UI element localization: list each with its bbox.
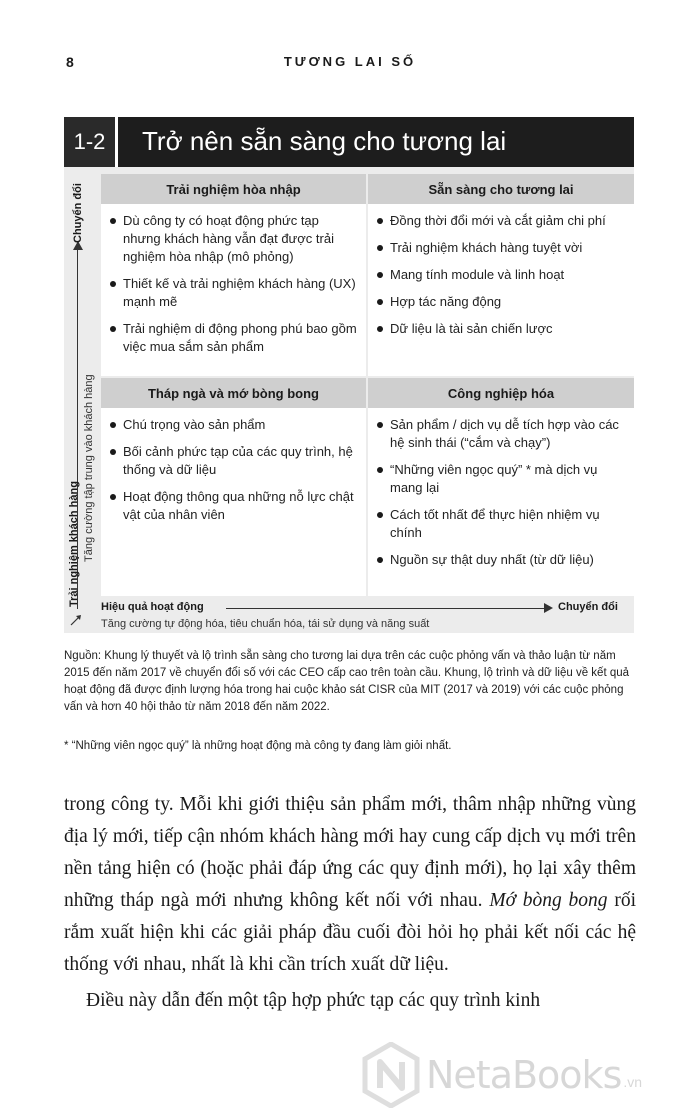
list-item: Hoạt động thông qua những nỗ lực chật vật của nhân viên bbox=[109, 488, 358, 524]
quadrant-bottom-right bbox=[368, 378, 634, 596]
quadrant-list bbox=[101, 408, 366, 524]
netabooks-logo-icon bbox=[362, 1042, 420, 1108]
list-item: Nguồn sự thật duy nhất (từ dữ liệu) bbox=[376, 551, 626, 569]
quadrant-top-left bbox=[101, 174, 366, 376]
list-item: Mang tính module và linh hoạt bbox=[376, 266, 626, 284]
figure-header bbox=[64, 117, 634, 167]
vertical-axis-subtitle: Tăng cường tập trung vào khách hàng bbox=[83, 374, 95, 562]
vertical-axis-label-top: Chuyển đổi bbox=[72, 183, 84, 243]
watermark-brand: NetaBooks bbox=[426, 1053, 622, 1097]
list-item: Trải nghiệm di động phong phú bao gồm việc mua sắm sản phẩm bbox=[109, 320, 358, 356]
figure-number: 1-2 bbox=[64, 117, 118, 167]
list-item: Hợp tác năng động bbox=[376, 293, 626, 311]
quadrant-bottom-left bbox=[101, 378, 366, 596]
horizontal-axis-label-right: Chuyển đổi bbox=[558, 601, 618, 613]
list-item: Cách tốt nhất để thực hiện nhiệm vụ chính bbox=[376, 506, 626, 542]
body-paragraph bbox=[64, 789, 636, 981]
paragraph-text: trong công ty. Mỗi khi giới thiệu sản phẩm mới, thâm nhập những vùng địa lý mới, tiếp cận nhóm khách hàng mới hay cung cấp dịch vụ mới trên nền tảng hiện có (hoặc phải đáp ứng các quy định mới), họ lại xây thêm những tháp ngà mới nhưng không kết nối với nhau. bbox=[64, 794, 636, 911]
corner-arrow-icon bbox=[69, 613, 83, 627]
watermark bbox=[362, 1040, 692, 1110]
quadrant-top-right bbox=[368, 174, 634, 376]
horizontal-axis-line bbox=[226, 608, 546, 609]
book-title: TƯƠNG LAI SỐ bbox=[283, 54, 417, 69]
quadrant-list bbox=[368, 408, 634, 569]
italic-term: Mớ bòng bong bbox=[489, 890, 608, 911]
list-item: Dù công ty có hoạt động phức tạp nhưng khách hàng vẫn đạt được trải nghiệm hòa nhập (mô phỏng) bbox=[109, 212, 358, 266]
figure-source-note: Nguồn: Khung lý thuyết và lộ trình sẵn sàng cho tương lai dựa trên các cuộc phỏng vấn và thảo luận từ năm 2015 đến năm 2017 về chuyển đổi số với các CEO cấp cao trên toàn cầu. Khung, lộ trình và dữ liệu về kết quả hoạt động đã được định lượng hóa trong hai cuộc khảo sát CISR của MIT (2017 và 2019) với các cuộc phỏng vấn và hơn 40 hội thảo từ năm 2018 đến năm 2022. bbox=[64, 650, 630, 713]
list-item: Đồng thời đổi mới và cắt giảm chi phí bbox=[376, 212, 626, 230]
vertical-axis-label-bottom: Trải nghiệm khách hàng bbox=[68, 481, 80, 607]
list-item: “Những viên ngọc quý” * mà dịch vụ mang lại bbox=[376, 461, 626, 497]
quadrant-list bbox=[101, 204, 366, 356]
page-number: 8 bbox=[66, 54, 74, 70]
quadrant-list bbox=[368, 204, 634, 338]
list-item: Thiết kế và trải nghiệm khách hàng (UX) mạnh mẽ bbox=[109, 275, 358, 311]
quadrant-chart bbox=[64, 167, 634, 633]
figure-footnote: * “Những viên ngọc quý” là những hoạt động mà công ty đang làm giỏi nhất. bbox=[64, 740, 452, 752]
list-item: Dữ liệu là tài sản chiến lược bbox=[376, 320, 626, 338]
list-item: Sản phẩm / dịch vụ dễ tích hợp vào các hệ sinh thái (“cắm và chạy”) bbox=[376, 416, 626, 452]
paragraph-text: rối rắm xuất hiện khi các giải pháp đầu cuối đòi hỏi họ phải kết nối các hệ thống với nhau, nhất là khi cần trích xuất dữ liệu. bbox=[64, 890, 636, 975]
quadrant-title: Sẵn sàng cho tương lai bbox=[368, 174, 634, 204]
horizontal-axis-arrow bbox=[544, 603, 553, 613]
body-text bbox=[64, 789, 636, 1017]
list-item: Chú trọng vào sản phẩm bbox=[109, 416, 358, 434]
list-item: Bối cảnh phức tạp của các quy trình, hệ thống và dữ liệu bbox=[109, 443, 358, 479]
quadrant-title: Trải nghiệm hòa nhập bbox=[101, 174, 366, 204]
horizontal-axis-subtitle: Tăng cường tự động hóa, tiêu chuẩn hóa, tái sử dụng và năng suất bbox=[101, 618, 430, 630]
list-item: Trải nghiệm khách hàng tuyệt vời bbox=[376, 239, 626, 257]
running-head bbox=[0, 54, 700, 78]
horizontal-axis-label-left: Hiệu quả hoạt động bbox=[101, 601, 204, 613]
quadrant-title: Công nghiệp hóa bbox=[368, 378, 634, 408]
body-paragraph: Điều này dẫn đến một tập hợp phức tạp các quy trình kinh bbox=[86, 990, 541, 1011]
figure-title: Trở nên sẵn sàng cho tương lai bbox=[142, 126, 507, 156]
quadrant-title: Tháp ngà và mớ bòng bong bbox=[101, 378, 366, 408]
watermark-tld: .vn bbox=[623, 1074, 643, 1090]
